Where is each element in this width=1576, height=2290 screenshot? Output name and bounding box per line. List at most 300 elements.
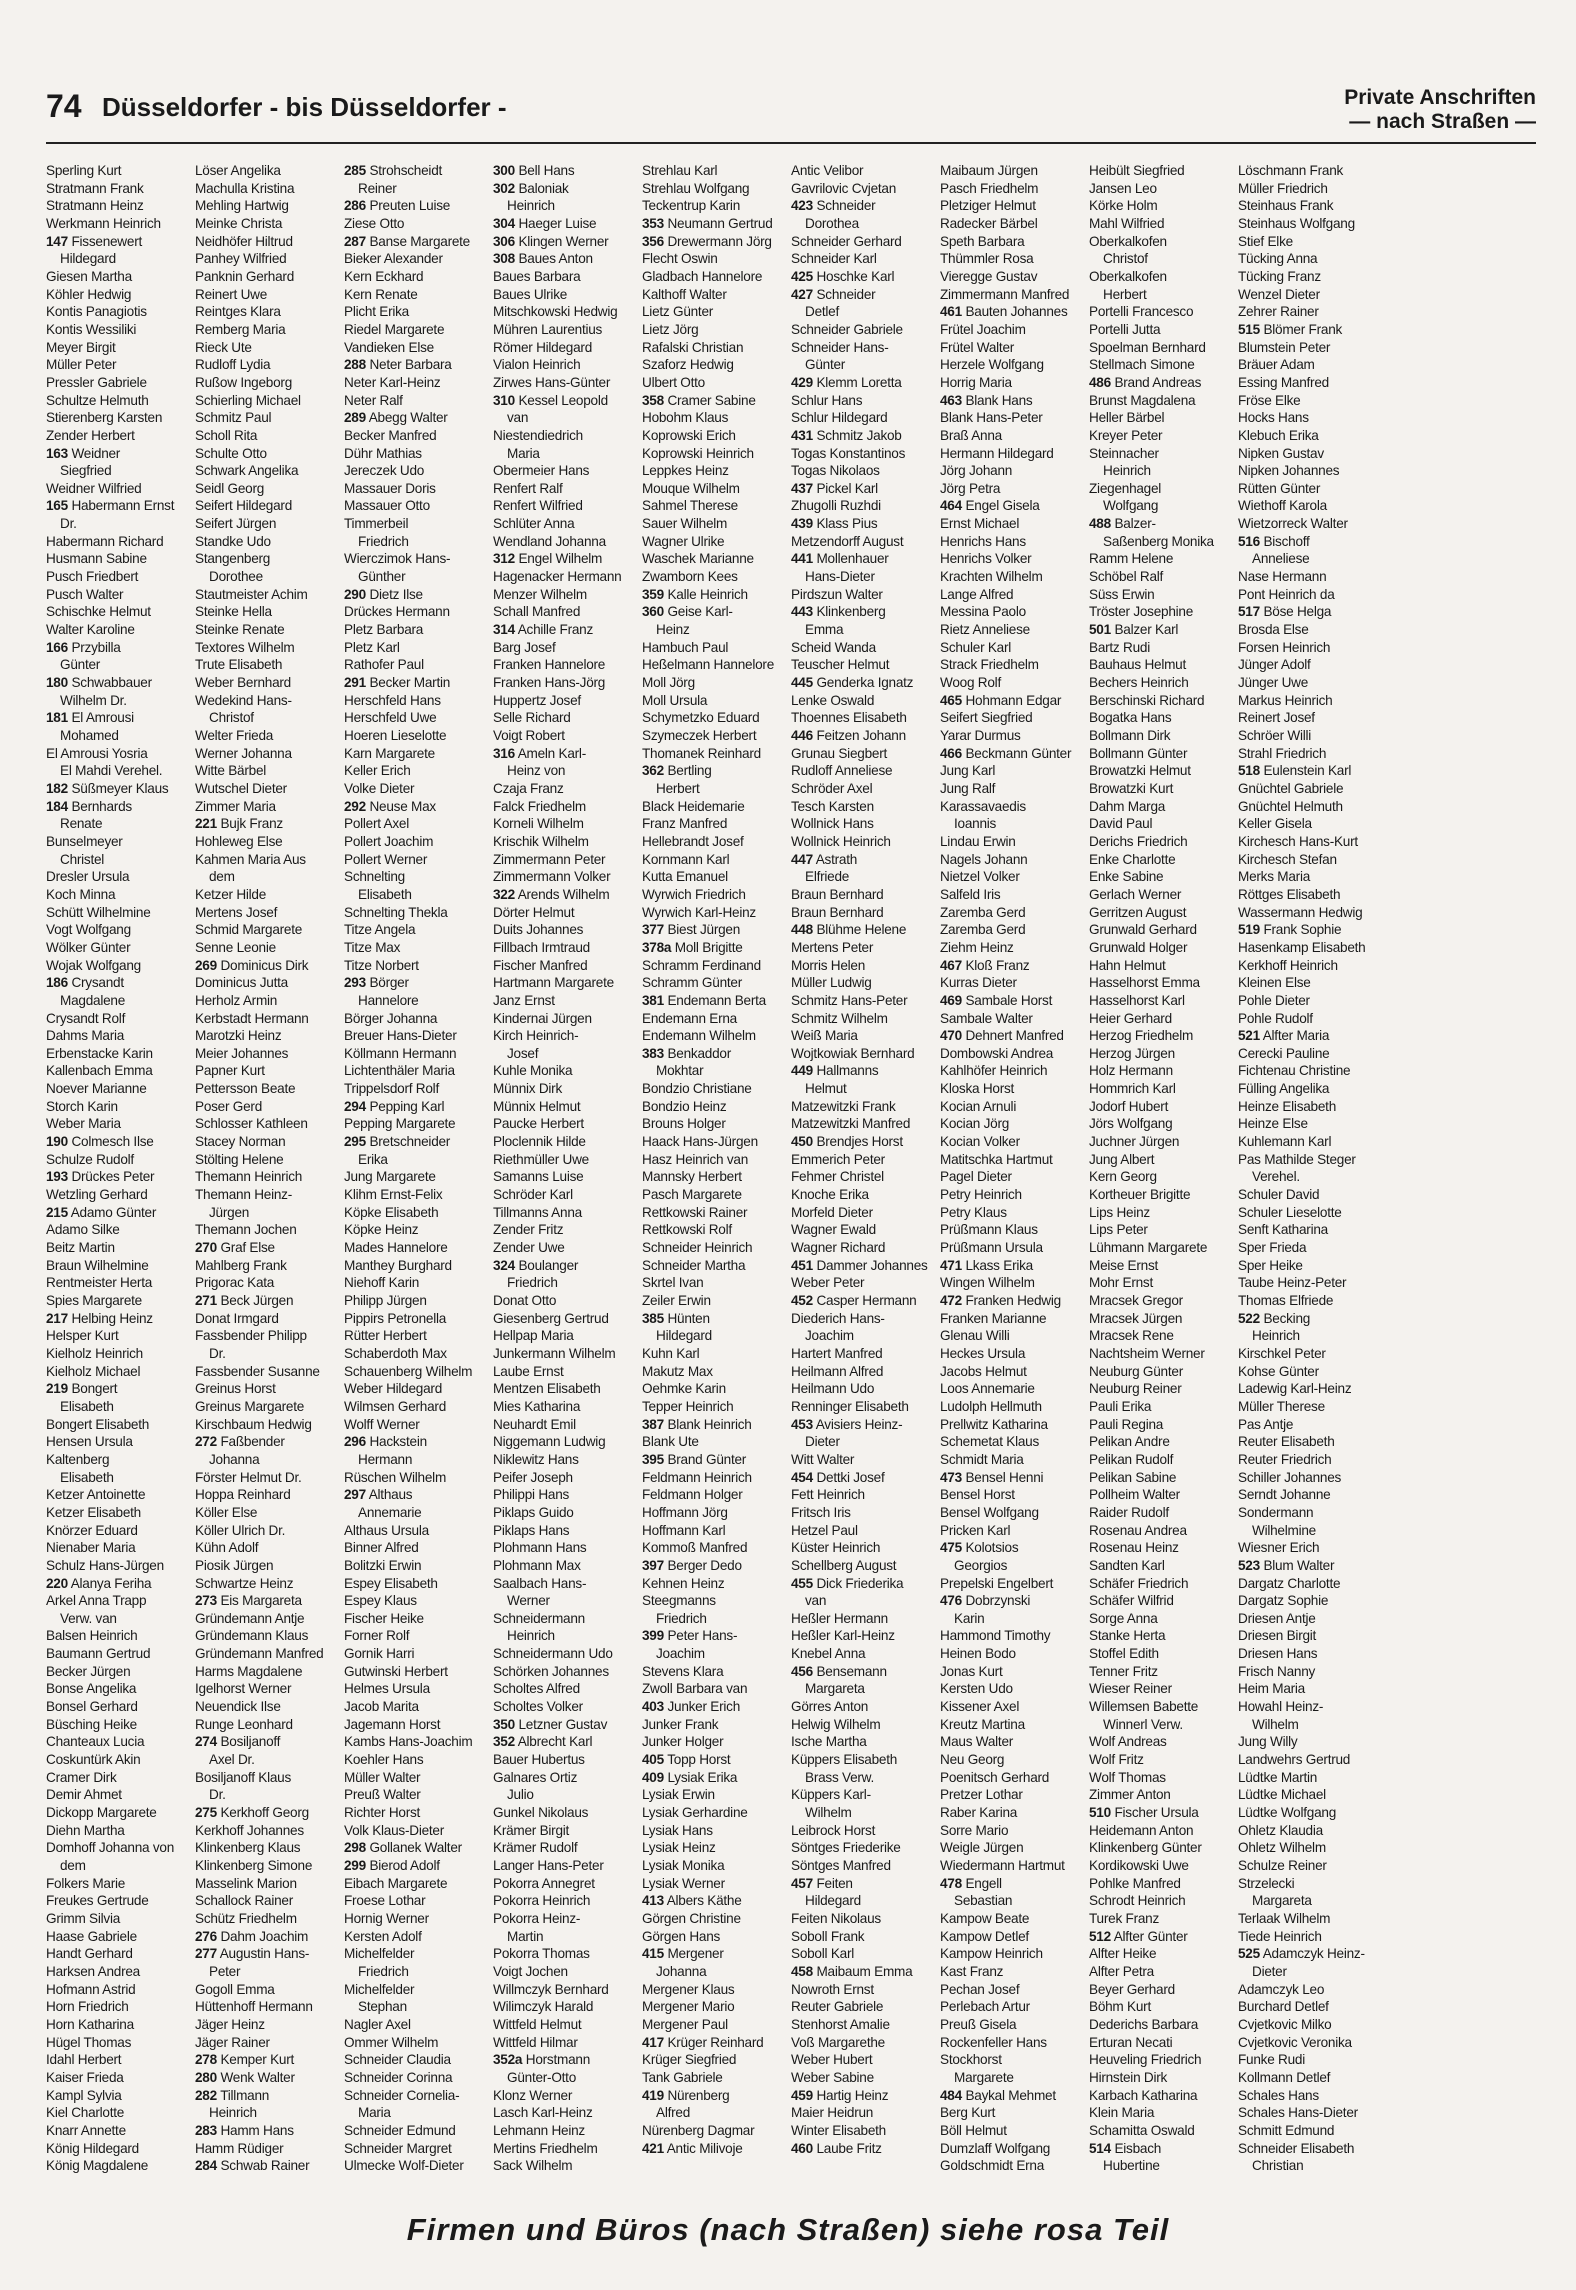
- list-item: Weber Hubert: [791, 2052, 873, 2068]
- list-item: Janz Ernst: [493, 992, 555, 1008]
- house-number: 165: [46, 498, 68, 514]
- list-item: Wieser Reiner: [1089, 1681, 1172, 1697]
- house-number: 475: [940, 1540, 962, 1556]
- list-item: Ernst Michael: [940, 516, 1020, 532]
- list-item: Lysiak Hans: [642, 1822, 713, 1838]
- list-item: Gnüchtel Gabriele: [1238, 780, 1344, 796]
- list-item: 291 Becker Martin: [344, 675, 451, 691]
- list-item: 356 Drewermann Jörg: [642, 233, 772, 249]
- list-item: Neu Georg: [940, 1752, 1005, 1768]
- list-item: Kersten Adolf: [344, 1928, 422, 1944]
- list-item: Niehoff Karin: [344, 1275, 420, 1291]
- list-item: 381 Endemann Berta: [642, 992, 766, 1008]
- list-item: Feldmann Heinrich: [642, 1469, 752, 1485]
- list-item: Neuhardt Emil: [493, 1416, 576, 1432]
- list-item: Oberkalkofen: [1089, 268, 1167, 284]
- list-item: 290 Dietz Ilse: [344, 586, 423, 602]
- list-item: Sauer Wilhelm: [642, 516, 728, 532]
- list-item: Lysiak Erwin: [642, 1787, 715, 1803]
- list-item: Söntges Manfred: [791, 1858, 891, 1873]
- list-item: Jacob Marita: [344, 1699, 419, 1715]
- list-item: Lüdtke Martin: [1238, 1769, 1318, 1785]
- list-item: Stautmeister Achim: [195, 586, 308, 602]
- list-item: Josef: [507, 1045, 539, 1061]
- list-item: Bosiljanoff Klaus: [195, 1769, 292, 1785]
- list-item: Chanteaux Lucia: [46, 1734, 145, 1750]
- list-item: Gerritzen August: [1089, 904, 1187, 920]
- house-number: 293: [344, 975, 366, 991]
- list-item: Barg Josef: [493, 639, 556, 655]
- list-item: Friedrich: [358, 1963, 409, 1979]
- list-item: Zimmer Anton: [1089, 1787, 1171, 1803]
- list-item: Schlur Hildegard: [791, 410, 888, 426]
- list-item: Renninger Elisabeth: [791, 1398, 909, 1414]
- list-item: Kloska Horst: [940, 1081, 1015, 1097]
- list-item: Hasselhorst Karl: [1089, 992, 1185, 1008]
- house-number: 421: [642, 2140, 664, 2156]
- list-item: Karassavaedis: [940, 798, 1026, 814]
- list-item: Markus Heinrich: [1238, 692, 1333, 708]
- list-item: Mergener Paul: [642, 2016, 728, 2032]
- list-item: Piosik Jürgen: [195, 1557, 274, 1573]
- list-item: Michelfelder: [344, 1946, 415, 1962]
- list-item: 314 Achille Franz: [493, 622, 594, 638]
- list-item: Maier Heidrun: [791, 2105, 874, 2121]
- list-item: Dr.: [60, 516, 77, 532]
- list-item: Igelhorst Werner: [195, 1681, 292, 1697]
- list-item: Schallock Rainer: [195, 1893, 293, 1909]
- list-item: Kuhlemann Karl: [1238, 1134, 1332, 1150]
- list-item: Wingen Wilhelm: [940, 1275, 1035, 1291]
- list-item: Hagenacker Hermann: [493, 569, 622, 585]
- list-item: Endemann Erna: [642, 1010, 737, 1026]
- list-item: Krischik Wilhelm: [493, 833, 589, 849]
- list-item: Machulla Kristina: [195, 180, 295, 196]
- list-item: Kampow Detlef: [940, 1928, 1029, 1944]
- list-item: Herschfeld Hans: [344, 692, 441, 708]
- list-item: 300 Bell Hans: [493, 163, 575, 178]
- list-item: 193 Drückes Peter: [46, 1169, 155, 1185]
- list-item: Wittfeld Helmut: [493, 2016, 582, 2032]
- house-number: 476: [940, 1593, 962, 1609]
- list-item: Ioannis: [954, 816, 997, 832]
- list-item: Schellberg August: [791, 1557, 897, 1573]
- list-item: Söntges Friederike: [791, 1840, 901, 1856]
- list-item: Storch Karin: [46, 1098, 118, 1114]
- list-item: 282 Tillmann: [195, 2087, 270, 2103]
- list-item: Günter-Otto: [507, 2069, 577, 2085]
- list-item: Jung Ralf: [940, 780, 996, 796]
- house-number: 399: [642, 1628, 664, 1644]
- list-item: Kirchesch Hans-Kurt: [1238, 833, 1358, 849]
- list-item: Schneider Karl: [791, 251, 877, 267]
- list-item: 463 Blank Hans: [940, 392, 1033, 408]
- list-item: Stief Elke: [1238, 233, 1293, 249]
- list-item: Selle Richard: [493, 710, 571, 726]
- list-item: Hans-Dieter: [805, 569, 875, 585]
- list-item: Herzele Wolfgang: [940, 357, 1044, 373]
- list-item: Knörzer Eduard: [46, 1522, 138, 1538]
- list-item: Elisabeth: [60, 1469, 114, 1485]
- page-header: [46, 86, 1536, 146]
- list-item: Dombowski Andrea: [940, 1045, 1054, 1061]
- list-item: Menzer Wilhelm: [493, 586, 587, 602]
- list-item: Anneliese: [1252, 551, 1310, 567]
- list-item: Schulze Reiner: [1238, 1858, 1327, 1873]
- list-item: Wölker Günter: [46, 939, 131, 955]
- house-number: 465: [940, 692, 962, 708]
- list-item: Niggemann Ludwig: [493, 1434, 606, 1450]
- list-item: Hoffmann Jörg: [642, 1504, 728, 1520]
- list-item: Mracsek Gregor: [1089, 1293, 1183, 1308]
- list-item: Kern Georg: [1089, 1169, 1157, 1185]
- list-item: Kreyer Peter: [1089, 427, 1163, 443]
- list-item: Holz Hermann: [1089, 1063, 1173, 1079]
- list-item: Heilmann Udo: [791, 1381, 875, 1397]
- list-item: Taube Heinz-Peter: [1238, 1275, 1347, 1291]
- list-item: 278 Kemper Kurt: [195, 2052, 295, 2068]
- house-number: 425: [791, 268, 813, 284]
- list-item: Schrodt Heinrich: [1089, 1893, 1186, 1909]
- list-item: Gunkel Nikolaus: [493, 1805, 589, 1821]
- list-item: Cerecki Pauline: [1238, 1045, 1330, 1061]
- list-item: Schöbel Ralf: [1089, 569, 1164, 585]
- list-item: Grimm Silvia: [46, 1910, 121, 1926]
- list-item: Nagler Axel: [344, 2016, 411, 2032]
- list-item: Dargatz Sophie: [1238, 1593, 1329, 1609]
- list-item: 403 Junker Erich: [642, 1699, 741, 1715]
- list-item: Kurras Dieter: [940, 975, 1017, 991]
- list-item: Pohlke Manfred: [1089, 1875, 1181, 1891]
- list-item: 405 Topp Horst: [642, 1752, 731, 1768]
- list-item: Kuhle Monika: [493, 1063, 573, 1079]
- list-item: Kissener Axel: [940, 1699, 1020, 1715]
- list-item: Turek Franz: [1089, 1910, 1160, 1926]
- list-item: Kocian Jörg: [940, 1116, 1010, 1132]
- list-item: Meier Johannes: [195, 1045, 289, 1061]
- house-number: 461: [940, 304, 962, 320]
- list-item: Philippi Hans: [493, 1487, 570, 1503]
- list-item: Rudloff Anneliese: [791, 763, 893, 779]
- list-item: Goldschmidt Erna: [940, 2158, 1045, 2174]
- list-item: Seidl Georg: [195, 480, 265, 496]
- list-item: Kindernai Jürgen: [493, 1010, 592, 1026]
- list-item: Woog Rolf: [940, 675, 1001, 691]
- list-item: Franken Marianne: [940, 1310, 1047, 1326]
- list-item: Preuß Gisela: [940, 2016, 1017, 2032]
- list-item: Thoennes Elisabeth: [791, 710, 907, 726]
- list-item: Görgen Hans: [642, 1928, 721, 1944]
- list-item: Schneider Corinna: [344, 2069, 453, 2085]
- list-item: Espey Klaus: [344, 1593, 417, 1609]
- list-item: Helmut: [805, 1081, 847, 1097]
- list-item: Gladbach Hannelore: [642, 268, 763, 284]
- list-item: Berschinski Richard: [1089, 692, 1205, 708]
- list-item: Enke Sabine: [1089, 869, 1164, 885]
- list-item: Niklewitz Hans: [493, 1451, 579, 1467]
- list-item: Wojak Wolfgang: [46, 957, 141, 973]
- list-item: 147 Fissenewert: [46, 233, 142, 249]
- list-item: Blank Ute: [642, 1434, 699, 1450]
- list-item: Annemarie: [358, 1504, 422, 1520]
- list-item: Sper Frieda: [1238, 1240, 1307, 1256]
- list-item: 288 Neter Barbara: [344, 357, 452, 373]
- house-number: 460: [791, 2140, 813, 2156]
- list-item: Mergener Klaus: [642, 1981, 735, 1997]
- list-item: Schulz Hans-Jürgen: [46, 1557, 164, 1573]
- directory-column: [791, 162, 940, 2186]
- list-item: Mies Katharina: [493, 1398, 581, 1414]
- list-item: Marotzki Heinz: [195, 1028, 282, 1044]
- list-item: Nowroth Ernst: [791, 1981, 874, 1997]
- list-item: 458 Maibaum Emma: [791, 1963, 913, 1979]
- list-item: Themann Jochen: [195, 1222, 297, 1238]
- list-item: Schmitt Edmund: [1238, 2122, 1335, 2138]
- list-item: Tiede Heinrich: [1238, 1928, 1322, 1944]
- list-item: Dorothea: [805, 215, 859, 231]
- house-number: 166: [46, 639, 68, 655]
- list-item: Oehmke Karin: [642, 1381, 726, 1397]
- directory-column: [642, 162, 791, 2186]
- list-item: Hoffmann Karl: [642, 1522, 726, 1538]
- list-item: Vieregge Gustav: [940, 268, 1038, 284]
- list-item: Leibrock Horst: [791, 1822, 876, 1838]
- list-item: Dederichs Barbara: [1089, 2016, 1199, 2032]
- header-rule: [46, 142, 1536, 144]
- list-item: Pusch Walter: [46, 586, 124, 602]
- list-item: Willmczyk Bernhard: [493, 1981, 609, 1997]
- list-item: Kirschbaum Hedwig: [195, 1416, 312, 1432]
- list-item: Seifert Jürgen: [195, 516, 277, 532]
- list-item: Grunau Siegbert: [791, 745, 887, 761]
- house-number: 454: [791, 1469, 813, 1485]
- list-item: Schmitz Paul: [195, 410, 272, 426]
- list-item: Böhm Kurt: [1089, 1999, 1151, 2015]
- list-item: Kampl Sylvia: [46, 2087, 122, 2103]
- list-item: Nürenberg Dagmar: [642, 2122, 755, 2138]
- list-item: van: [507, 410, 529, 426]
- list-item: Winnerl Verw.: [1103, 1716, 1183, 1732]
- list-item: Schwartze Heinz: [195, 1575, 294, 1591]
- list-item: Sambale Walter: [940, 1010, 1033, 1026]
- house-number: 466: [940, 745, 962, 761]
- list-item: Koprowski Heinrich: [642, 445, 754, 461]
- list-item: Titze Max: [344, 939, 401, 955]
- list-item: Reuter Gabriele: [791, 1999, 884, 2015]
- list-item: Margareta: [805, 1681, 865, 1697]
- house-number: 280: [195, 2069, 217, 2085]
- house-number: 439: [791, 516, 813, 532]
- list-item: Driesen Birgit: [1238, 1628, 1317, 1644]
- list-item: Senft Katharina: [1238, 1222, 1328, 1238]
- list-item: Donat Irmgard: [195, 1310, 279, 1326]
- list-item: 521 Alfter Maria: [1238, 1028, 1330, 1044]
- list-item: Haack Hans-Jürgen: [642, 1134, 758, 1150]
- house-number: 486: [1089, 374, 1111, 390]
- house-number: 316: [493, 745, 515, 761]
- list-item: Szaforz Hedwig: [642, 357, 734, 373]
- list-item: 219 Bongert: [46, 1381, 118, 1397]
- section-subtitle: — nach Straßen —: [1349, 110, 1536, 133]
- list-item: Günter: [60, 657, 101, 673]
- list-item: Franken Hans-Jörg: [493, 675, 606, 691]
- list-item: Heidemann Anton: [1089, 1822, 1194, 1838]
- list-item: Moll Jörg: [642, 675, 695, 691]
- list-item: Bondzio Christiane: [642, 1081, 752, 1097]
- list-item: Kirchesch Stefan: [1238, 851, 1337, 867]
- list-item: Driesen Hans: [1238, 1646, 1318, 1662]
- list-item: Bauer Hubertus: [493, 1752, 585, 1768]
- list-item: Zimmermann Volker: [493, 869, 611, 885]
- list-item: Kehnen Heinz: [642, 1575, 725, 1591]
- house-number: 324: [493, 1257, 515, 1273]
- list-item: Hasselhorst Emma: [1089, 975, 1200, 991]
- house-number: 358: [642, 392, 664, 408]
- list-item: Thomas Elfriede: [1238, 1293, 1334, 1308]
- list-item: Schiller Johannes: [1238, 1469, 1342, 1485]
- list-item: Friedrich: [507, 1275, 558, 1291]
- list-item: Klinkenberg Günter: [1089, 1840, 1202, 1856]
- list-item: Loos Annemarie: [940, 1381, 1035, 1397]
- house-number: 441: [791, 551, 813, 567]
- list-item: Schneider Gabriele: [791, 321, 903, 337]
- list-item: Gornik Harri: [344, 1646, 415, 1662]
- list-item: Knebel Anna: [791, 1646, 866, 1662]
- list-item: Wutschel Dieter: [195, 780, 287, 796]
- list-item: Brosda Else: [1238, 622, 1309, 638]
- list-item: Riethmüller Uwe: [493, 1151, 589, 1167]
- list-item: Szymeczek Herbert: [642, 728, 757, 743]
- list-item: Tücking Franz: [1238, 268, 1321, 284]
- list-item: Stockhorst: [940, 2052, 1002, 2068]
- list-item: Weber Hildegard: [344, 1381, 443, 1397]
- list-item: Pricken Karl: [940, 1522, 1011, 1538]
- list-item: Schall Manfred: [493, 604, 581, 620]
- list-item: Rußow Ingeborg: [195, 374, 292, 390]
- list-item: Verehel.: [1252, 1169, 1300, 1185]
- list-item: Wolfgang: [1103, 498, 1159, 514]
- list-item: 476 Dobrzynski: [940, 1593, 1031, 1609]
- list-item: Hoppa Reinhard: [195, 1487, 291, 1503]
- list-item: 270 Graf Else: [195, 1240, 275, 1256]
- list-item: 437 Pickel Karl: [791, 480, 878, 496]
- list-item: Frütel Joachim: [940, 321, 1026, 337]
- list-item: Köpke Heinz: [344, 1222, 419, 1238]
- list-item: 287 Banse Margarete: [344, 233, 470, 249]
- list-item: Strzelecki: [1238, 1875, 1295, 1891]
- list-item: Dieter: [805, 1434, 840, 1450]
- list-item: Hubertine: [1103, 2158, 1160, 2174]
- list-item: Koehler Hans: [344, 1752, 424, 1768]
- list-item: Funke Rudi: [1238, 2052, 1306, 2068]
- list-item: Spoelman Bernhard: [1089, 339, 1206, 355]
- list-item: Seifert Siegfried: [940, 710, 1033, 726]
- list-item: Hermann Hildegard: [940, 445, 1054, 461]
- list-item: Schales Hans-Dieter: [1238, 2105, 1358, 2121]
- list-item: Pollert Werner: [344, 851, 428, 867]
- list-item: Koprowski Erich: [642, 427, 736, 443]
- house-number: 283: [195, 2122, 217, 2138]
- house-number: 470: [940, 1028, 962, 1044]
- list-item: Köhler Hedwig: [46, 286, 132, 302]
- list-item: Maibaum Jürgen: [940, 163, 1038, 178]
- list-item: 470 Dehnert Manfred: [940, 1028, 1064, 1044]
- list-item: 306 Klingen Werner: [493, 233, 609, 249]
- header-title: Düsseldorfer - bis Düsseldorfer -: [102, 92, 507, 122]
- list-item: Lange Alfred: [940, 586, 1014, 602]
- list-item: Kortheuer Brigitte: [1089, 1187, 1191, 1203]
- list-item: Jürgen: [209, 1204, 250, 1220]
- list-item: Pasch Margarete: [642, 1187, 742, 1203]
- list-item: Scholl Rita: [195, 427, 258, 443]
- list-item: Volk Klaus-Dieter: [344, 1822, 445, 1838]
- list-item: Espey Elisabeth: [344, 1575, 438, 1591]
- list-item: Galnares Ortiz: [493, 1769, 578, 1785]
- list-item: Bunselmeyer: [46, 833, 123, 849]
- list-item: Pagel Dieter: [940, 1169, 1012, 1185]
- list-item: Müller Peter: [46, 357, 117, 373]
- list-item: Howahl Heinz-: [1238, 1699, 1324, 1715]
- directory-column: [1089, 162, 1238, 2186]
- list-item: König Magdalene: [46, 2158, 149, 2174]
- list-item: Klinkenberg Klaus: [195, 1840, 301, 1856]
- list-item: Zehrer Rainer: [1238, 304, 1319, 320]
- list-item: Jansen Leo: [1089, 180, 1157, 196]
- list-item: Heinrich: [507, 1628, 555, 1644]
- list-item: Frisch Nanny: [1238, 1663, 1316, 1679]
- list-item: 285 Strohscheidt: [344, 163, 443, 178]
- list-item: Ommer Wilhelm: [344, 2034, 439, 2050]
- list-item: Hildegard: [60, 251, 116, 267]
- list-item: Manthey Burghard: [344, 1257, 452, 1273]
- list-item: Fülling Angelika: [1238, 1081, 1330, 1097]
- list-item: Speth Barbara: [940, 233, 1025, 249]
- list-item: Kern Renate: [344, 286, 418, 302]
- list-item: Ulmecke Wolf-Dieter: [344, 2158, 464, 2174]
- list-item: 352 Albrecht Karl: [493, 1734, 593, 1750]
- house-number: 274: [195, 1734, 217, 1750]
- list-item: 522 Becking: [1238, 1310, 1311, 1326]
- list-item: Wierczimok Hans-: [344, 551, 451, 567]
- list-item: Joachim: [805, 1328, 854, 1344]
- list-item: Schymetzko Eduard: [642, 710, 760, 726]
- list-item: Junker Frank: [642, 1716, 719, 1732]
- list-item: Sack Wilhelm: [493, 2158, 573, 2174]
- list-item: Horn Friedrich: [46, 1999, 129, 2015]
- list-item: Baues Ulrike: [493, 286, 568, 302]
- list-item: Hermann: [358, 1451, 413, 1467]
- list-item: Habermann Richard: [46, 533, 164, 549]
- list-item: Hirnstein Dirk: [1089, 2069, 1168, 2085]
- list-item: Kahlhöfer Heinrich: [940, 1063, 1048, 1079]
- list-item: Panknin Gerhard: [195, 268, 295, 284]
- list-item: Flecht Oswin: [642, 251, 718, 267]
- list-item: Pasch Friedhelm: [940, 180, 1039, 196]
- list-item: Schneider Edmund: [344, 2122, 456, 2138]
- list-item: Trute Elisabeth: [195, 657, 283, 673]
- list-item: Jacobs Helmut: [940, 1363, 1027, 1379]
- list-item: Bensel Wolfgang: [940, 1504, 1039, 1520]
- list-item: Löser Angelika: [195, 163, 281, 178]
- list-item: Stanke Herta: [1089, 1628, 1166, 1644]
- house-number: 457: [791, 1875, 813, 1891]
- list-item: Wilhelmine: [1252, 1522, 1316, 1538]
- list-item: 276 Dahm Joachim: [195, 1928, 309, 1944]
- house-number: 312: [493, 551, 515, 567]
- list-item: Hohleweg Else: [195, 833, 283, 849]
- list-item: Ketzer Antoinette: [46, 1487, 146, 1503]
- list-item: Schischke Helmut: [46, 604, 151, 620]
